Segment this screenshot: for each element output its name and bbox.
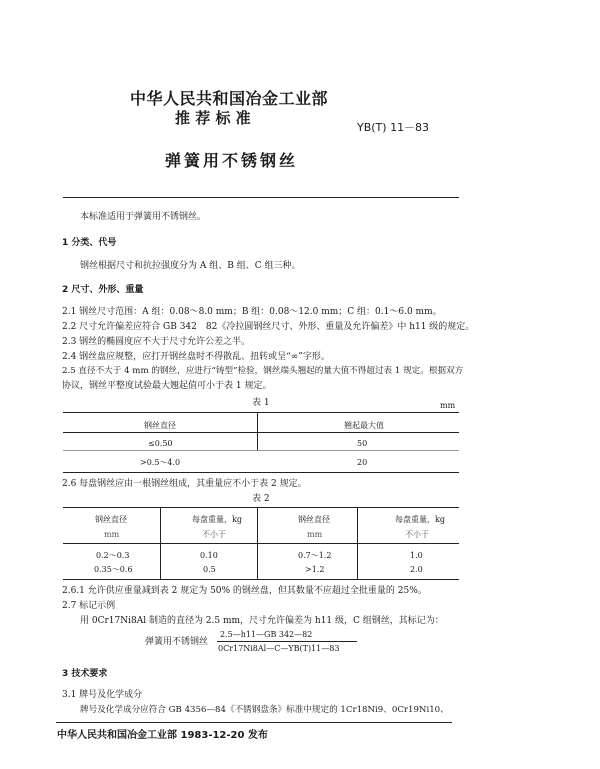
table-1-row-2-max: 20 xyxy=(357,458,368,467)
marking-example-text: 用 0Cr17Ni8Al 制造的直径为 2.5 mm，尺寸允许偏差为 h11 级，C 组钢丝，其标记为： xyxy=(80,616,444,626)
table-2-header-1: 钢丝直径 xyxy=(95,515,127,524)
para-2-1: 2.1 钢丝尺寸范围：A 组：0.08～8.0 mm；B 组：0.08～12.0 mm；C 组：0.1～6.0 mm。 xyxy=(62,307,442,317)
para-2-3: 2.3 钢丝的椭圆度应不大于尺寸允许公差之半。 xyxy=(62,337,251,347)
table-2-header-2: 每盘重量，kg xyxy=(192,515,242,524)
table-2-subheader-4: 不小于 xyxy=(405,530,429,539)
footer-issued: 中华人民共和国冶金工业部 1983-12-20 发布 xyxy=(57,730,268,741)
footer-rule xyxy=(56,722,452,723)
table-2-header-4: 每盘重量，kg xyxy=(395,515,445,524)
para-2-6-1: 2.6.1 允许供应重量减到表 2 规定为 50% 的钢丝盘，但其数量不应超过全批重量的 25%。 xyxy=(62,586,427,596)
para-2-6: 2.6 每盘钢丝应由一根钢丝组成，其重量应不小于表 2 规定。 xyxy=(62,479,307,489)
table-2-row-1-col-2: 0.10 xyxy=(200,551,218,560)
ministry-name: 中华人民共和国冶金工业部 xyxy=(130,89,329,108)
table-1-top-rule xyxy=(63,412,459,413)
table-2-row-2-col-4: 2.0 xyxy=(410,565,423,574)
table-1-row-2-diameter: >0.5～4.0 xyxy=(140,458,181,467)
para-2-2: 2.2 尺寸允许偏差应符合 GB 342 82《冷拉圆钢丝尺寸、外形、重量及允许偏差》中 h11 级的规定。 xyxy=(62,322,475,332)
document-title: 弹簧用不锈钢丝 xyxy=(165,151,299,170)
para-2-7: 2.7 标记示例 xyxy=(62,601,116,611)
table-2-caption: 表 2 xyxy=(252,494,270,504)
para-2-4: 2.4 钢丝盘应规整，应打开钢丝盘时不得散乱、扭转或呈“∞”字形。 xyxy=(62,352,330,362)
section-1-heading: 1 分类、代号 xyxy=(62,238,117,248)
para-3-1-body: 牌号及化学成分应符合 GB 4356—84《不锈钢盘条》标准中规定的 1Cr18Ni9、0Cr19Ni10、 xyxy=(80,705,449,715)
table-1-unit: mm xyxy=(440,401,456,410)
marking-denominator: 0Cr17Ni8Al—C—YB(T)11—83 xyxy=(218,644,340,653)
marking-numerator: 2.5—h11—GB 342—82 xyxy=(220,630,313,639)
table-1-header-max: 翘起最大值 xyxy=(344,421,384,430)
para-2-5-line2: 协议，钢丝平整度试验最大翘起值可小于表 1 规定。 xyxy=(62,381,272,391)
table-2-top-rule xyxy=(63,507,459,508)
table-2-row-2-col-1: 0.35～0.6 xyxy=(94,565,133,574)
section-1-body: 钢丝根据尺寸和抗拉强度分为 A 组、B 组、C 组三种。 xyxy=(80,261,301,271)
table-2-bottom-rule xyxy=(63,579,459,580)
para-2-5-line1: 2.5 直径不大于 4 mm 的钢丝，应进行“铸型”检验，钢丝端头翘起的量大值不得超过表 1 规定。根据双方 xyxy=(62,366,464,376)
table-2-row-2-col-2: 0.5 xyxy=(203,565,216,574)
section-2-heading: 2 尺寸、外形、重量 xyxy=(62,285,144,295)
table-1-bottom-rule xyxy=(63,472,459,473)
table-2-row-1-col-1: 0.2～0.3 xyxy=(96,551,130,560)
table-1-divider xyxy=(257,412,258,450)
intro-text: 本标准适用于弹簧用不锈钢丝。 xyxy=(80,212,207,222)
table-2-subheader-2: 不小于 xyxy=(202,530,226,539)
standard-code: YB(T) 11－83 xyxy=(357,121,430,134)
table-1-row-1-max: 50 xyxy=(357,439,368,448)
table-2-row-1-col-4: 1.0 xyxy=(410,551,423,560)
table-2-subheader-3: mm xyxy=(307,530,323,539)
marking-fraction-bar xyxy=(217,641,357,642)
table-1-header-rule xyxy=(63,432,459,433)
table-1-row-1-diameter: ≤0.50 xyxy=(148,439,173,448)
table-1-header-diameter: 钢丝直径 xyxy=(144,421,176,430)
table-2-subheader-1: mm xyxy=(104,530,120,539)
header-rule xyxy=(63,197,459,198)
table-2-header-rule xyxy=(63,543,459,544)
table-2-row-1-col-3: 0.7～1.2 xyxy=(298,551,332,560)
table-1-row-rule xyxy=(63,450,459,451)
table-2-row-2-col-3: >1.2 xyxy=(305,565,325,574)
table-2-header-3: 钢丝直径 xyxy=(298,515,330,524)
marking-label: 弹簧用不锈钢丝 xyxy=(145,637,209,647)
table-1-caption: 表 1 xyxy=(252,398,270,408)
section-3-heading: 3 技术要求 xyxy=(62,669,108,679)
para-3-1: 3.1 牌号及化学成分 xyxy=(62,690,143,700)
standard-type: 推 荐 标 准 xyxy=(175,109,251,127)
